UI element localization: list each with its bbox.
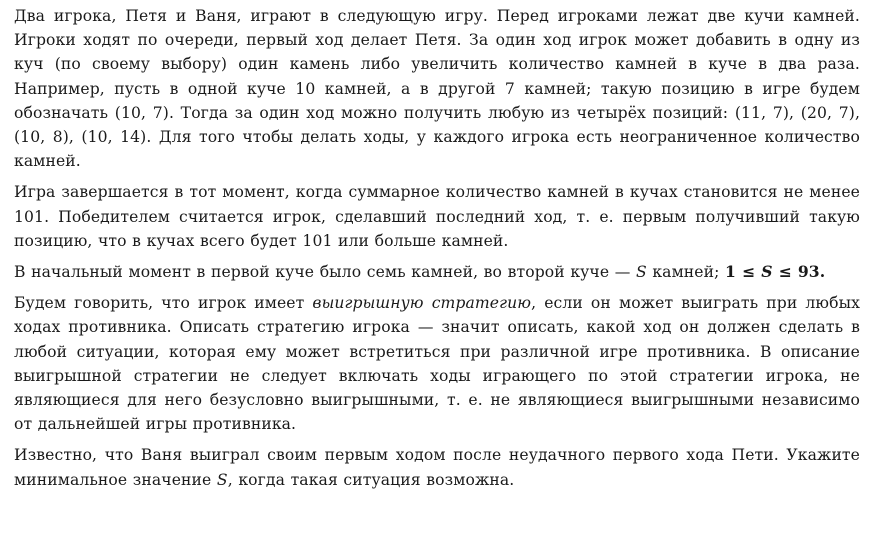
strategy-intro: Будем говорить, что игрок имеет (14, 294, 313, 313)
paragraph-question (14, 443, 860, 491)
range-variable-s: S (761, 262, 773, 282)
question-text: Известно, что Ваня выиграл своим первым ходом после неудачного первого хода Пети. Укажите минимальное значение (14, 446, 860, 489)
variable-s: S (635, 263, 647, 282)
range-start: 1 ≤ (725, 262, 762, 282)
game-end-text: Игра завершается в тот момент, когда суммарное количество камней в кучах становится не менее 101. Победителем считается игрок, сделавший последний ход, т. е. первым получивший такую позицию, что в кучах всего будет 101 или больше камней. (14, 183, 860, 250)
strategy-definition: , если он может выиграть при любых ходах противника. Описать стратегию игрока — значит описать, какой ход он должен сделать в любой ситуации, которая ему может встретиться при различной игре противника. В описание выигрышной стратегии не следует включать ходы играющего по этой стратегии игрока, не являющиеся для него безусловно выигрышными, т. е. не являющиеся выигрышными независимо от дальнейшей игры противника. (14, 294, 860, 434)
paragraph-winning-strategy (14, 291, 860, 436)
game-rules-text: Два игрока, Петя и Ваня, играют в следующую игру. Перед игроками лежат две кучи камней. Игроки ходят по очереди, первый ход делает Петя. За один ход игрок может добавить в одну из куч (по своему выбору) один камень либо увеличить количество камней в куче в два раза. Например, пусть в одной куче 10 камней, а в другой 7 камней; такую позицию в игре будем обозначать (10, 7). Тогда за один ход можно получить любую из четырёх позиций: (11, 7), (20, 7), (10, 8), (10, 14). Для того чтобы делать ходы, у каждого игрока есть неограниченное количество камней. (14, 7, 860, 171)
range-end: ≤ 93. (772, 262, 826, 282)
question-variable-s: S (216, 470, 228, 489)
initial-state-text: В начальный момент в первой куче было семь камней, во второй куче — (14, 263, 636, 282)
question-suffix: , когда такая ситуация возможна. (227, 470, 515, 489)
paragraph-game-end (14, 180, 860, 253)
paragraph-initial-state (14, 260, 860, 284)
initial-state-suffix: камней; (646, 263, 726, 282)
problem-text (14, 4, 860, 492)
paragraph-game-rules (14, 4, 860, 173)
winning-strategy-term: выигрышную стратегию (312, 294, 532, 313)
